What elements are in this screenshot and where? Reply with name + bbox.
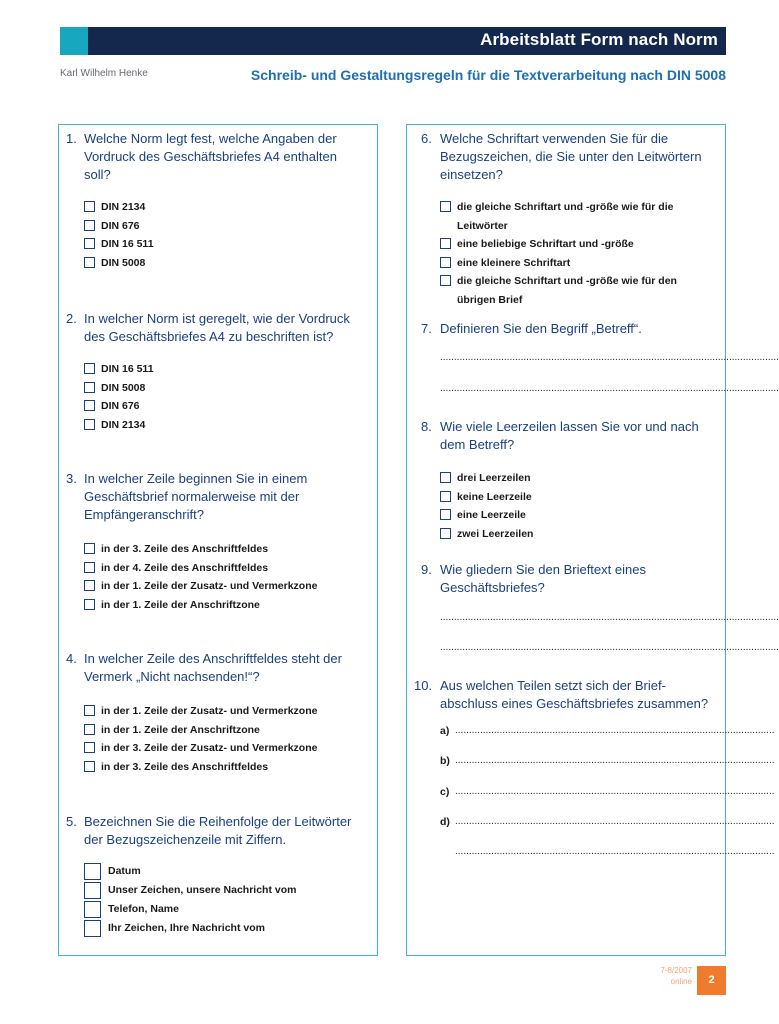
question-number: 2.: [66, 311, 77, 326]
option-label: DIN 16 511: [101, 363, 154, 375]
question-text: Wie viele Leerzeilen lassen Sie vor und nach dem Betreff?: [440, 419, 699, 452]
option[interactable]: [84, 702, 317, 721]
question-text: Welche Schriftart verwenden Sie für die Bezugszeichen, die Sie unter den Leitwörtern einsetzen?: [440, 131, 702, 182]
issue-date: 7-8/2007: [660, 966, 692, 975]
question-number: 5.: [66, 814, 77, 829]
option-label: DIN 2134: [101, 201, 146, 213]
option[interactable]: [84, 360, 154, 379]
checkbox[interactable]: [440, 201, 451, 212]
option-label: in der 1. Zeile der Anschriftzone: [101, 723, 260, 736]
answer-line[interactable]: ...................................................................................................................: [455, 755, 775, 766]
question-9: [421, 561, 721, 597]
option[interactable]: [84, 559, 317, 578]
checkbox[interactable]: [84, 419, 95, 430]
question-number: 10.: [414, 678, 433, 693]
question-number: 1.: [66, 131, 77, 146]
question-text: In welcher Zeile beginnen Sie in einem Geschäftsbrief normalerweise mit der Empfängeranschrift?: [84, 471, 308, 522]
checkbox[interactable]: [84, 382, 95, 393]
option[interactable]: [440, 254, 710, 273]
question-number: 7.: [421, 321, 432, 336]
option[interactable]: [440, 506, 533, 525]
answer-label-b: b): [440, 755, 450, 767]
checkbox[interactable]: [84, 238, 95, 249]
question-2: [66, 310, 370, 346]
option[interactable]: [84, 596, 317, 615]
issue-edition: online: [670, 977, 692, 986]
option[interactable]: [84, 198, 154, 217]
number-box[interactable]: [84, 920, 101, 937]
option[interactable]: [84, 379, 154, 398]
option-label: keine Leerzeile: [457, 490, 532, 503]
checkbox[interactable]: [84, 220, 95, 231]
option[interactable]: [84, 540, 317, 559]
header-accent-square: [60, 27, 88, 55]
question-text: Aus welchen Teilen setzt sich der Brief- abschluss eines Geschäftsbriefes zusammen?: [440, 678, 709, 711]
answer-label-c: c): [440, 786, 450, 798]
question-10: [414, 677, 724, 713]
option-label: eine beliebige Schriftart und -größe: [457, 238, 634, 250]
checkbox[interactable]: [440, 257, 451, 268]
order-option[interactable]: [84, 900, 296, 919]
checkbox[interactable]: [84, 562, 95, 573]
order-option[interactable]: [84, 881, 296, 900]
page-number: 2: [697, 966, 726, 995]
option-label: drei Leerzeilen: [457, 472, 531, 484]
option-label: in der 3. Zeile des Anschriftfeldes: [101, 543, 269, 555]
answer-label-a: a): [440, 725, 450, 737]
question-4: [66, 650, 366, 686]
question-text: Definieren Sie den Begriff „Betreff“.: [440, 321, 642, 336]
option-label: in der 1. Zeile der Zusatz- und Vermerkzone: [101, 705, 318, 717]
question-4-options: [84, 702, 317, 776]
option[interactable]: [84, 739, 317, 758]
question-6: [421, 130, 721, 184]
checkbox[interactable]: [84, 400, 95, 411]
option[interactable]: [84, 416, 154, 435]
option[interactable]: [84, 758, 317, 777]
option-label: DIN 16 511: [101, 238, 154, 250]
question-number: 8.: [421, 419, 432, 434]
checkbox[interactable]: [440, 528, 451, 539]
option-label: die gleiche Schriftart und -größe wie für die Leitwörter: [457, 201, 674, 232]
option-label: DIN 5008: [101, 256, 146, 269]
checkbox[interactable]: [440, 509, 451, 520]
number-box[interactable]: [84, 901, 101, 918]
question-6-options: [440, 198, 710, 309]
page-subtitle: Schreib- und Gestaltungsregeln für die Textverarbeitung nach DIN 5008: [250, 67, 726, 83]
answer-line[interactable]: ...................................................................................................................: [455, 846, 775, 857]
option[interactable]: [84, 254, 154, 273]
option-label: eine kleinere Schriftart: [457, 256, 571, 269]
question-3: [66, 470, 351, 524]
option-label: DIN 676: [101, 400, 140, 412]
checkbox[interactable]: [84, 599, 95, 610]
option-label: Telefon, Name: [108, 903, 179, 915]
option[interactable]: [440, 235, 710, 254]
question-2-options: [84, 360, 154, 434]
option[interactable]: [84, 235, 154, 254]
option[interactable]: [84, 397, 154, 416]
question-text: Bezeichnen Sie die Reihenfolge der Leitwörter der Bezugszeichenzeile mit Ziffern.: [84, 814, 352, 847]
option[interactable]: [440, 469, 533, 488]
option[interactable]: [440, 272, 710, 309]
option[interactable]: [84, 721, 317, 740]
option-label: DIN 5008: [101, 381, 146, 394]
option-label: DIN 2134: [101, 418, 146, 431]
option-label: eine Leerzeile: [457, 509, 526, 521]
checkbox[interactable]: [84, 543, 95, 554]
question-number: 9.: [421, 562, 432, 577]
author-name: Karl Wilhelm Henke: [60, 68, 148, 79]
question-text: In welcher Zeile des Anschriftfeldes steht der Vermerk „Nicht nachsenden!“?: [84, 651, 342, 684]
page-title: Arbeitsblatt Form nach Norm: [480, 30, 718, 49]
option-label: in der 4. Zeile des Anschriftfeldes: [101, 561, 269, 574]
option-label: Unser Zeichen, unsere Nachricht vom: [108, 884, 297, 896]
option[interactable]: [440, 198, 710, 235]
option-label: DIN 676: [101, 219, 140, 232]
order-option[interactable]: [84, 862, 296, 881]
checkbox[interactable]: [84, 580, 95, 591]
header-bar: [60, 27, 726, 55]
option-label: Ihr Zeichen, Ihre Nachricht vom: [108, 922, 265, 934]
option-label: in der 3. Zeile der Zusatz- und Vermerkzone: [101, 742, 318, 754]
answer-line[interactable]: ..........................................................................................................................: [440, 612, 779, 623]
checkbox[interactable]: [84, 742, 95, 753]
question-8: [421, 418, 721, 454]
question-5-options: [84, 862, 296, 938]
issue-info: [660, 965, 692, 987]
question-3-options: [84, 540, 317, 614]
checkbox[interactable]: [440, 491, 451, 502]
question-5: [66, 813, 370, 849]
option-label: die gleiche Schriftart und -größe wie für den übrigen Brief: [457, 275, 677, 306]
checkbox[interactable]: [84, 257, 95, 268]
option-label: Datum: [108, 865, 141, 877]
option-label: in der 3. Zeile des Anschriftfeldes: [101, 760, 269, 773]
option[interactable]: [440, 525, 533, 544]
question-text: Welche Norm legt fest, welche Angaben der Vordruck des Geschäftsbriefes A4 enthalten soll?: [84, 131, 337, 182]
question-8-options: [440, 469, 533, 543]
answer-line[interactable]: ...................................................................................................................: [455, 816, 775, 827]
question-1: [66, 130, 366, 184]
option[interactable]: [440, 488, 533, 507]
checkbox[interactable]: [84, 761, 95, 772]
answer-line[interactable]: ..........................................................................................................................: [440, 352, 779, 363]
option-label: in der 1. Zeile der Anschriftzone: [101, 598, 260, 611]
question-number: 3.: [66, 471, 77, 486]
checkbox[interactable]: [440, 275, 451, 286]
answer-line[interactable]: ..........................................................................................................................: [440, 383, 779, 394]
question-text: Wie gliedern Sie den Brieftext eines Geschäftsbriefes?: [440, 562, 646, 595]
question-7: [421, 320, 721, 338]
option[interactable]: [84, 577, 317, 596]
question-text: In welcher Norm ist geregelt, wie der Vordruck des Geschäftsbriefes A4 zu beschriften ist?: [84, 311, 350, 344]
number-box[interactable]: [84, 882, 101, 899]
option-label: in der 1. Zeile der Zusatz- und Vermerkzone: [101, 580, 318, 592]
checkbox[interactable]: [84, 201, 95, 212]
question-number: 4.: [66, 651, 77, 666]
question-1-options: [84, 198, 154, 272]
answer-line[interactable]: ...................................................................................................................: [455, 786, 775, 797]
order-option[interactable]: [84, 919, 296, 938]
answer-line[interactable]: ...................................................................................................................: [455, 725, 775, 736]
question-number: 6.: [421, 131, 432, 146]
checkbox[interactable]: [84, 363, 95, 374]
number-box[interactable]: [84, 863, 101, 880]
option-label: zwei Leerzeilen: [457, 527, 534, 540]
checkbox[interactable]: [84, 705, 95, 716]
option[interactable]: [84, 217, 154, 236]
checkbox[interactable]: [84, 724, 95, 735]
checkbox[interactable]: [440, 472, 451, 483]
answer-label-d: d): [440, 816, 450, 828]
answer-line[interactable]: ..........................................................................................................................: [440, 642, 779, 653]
checkbox[interactable]: [440, 238, 451, 249]
